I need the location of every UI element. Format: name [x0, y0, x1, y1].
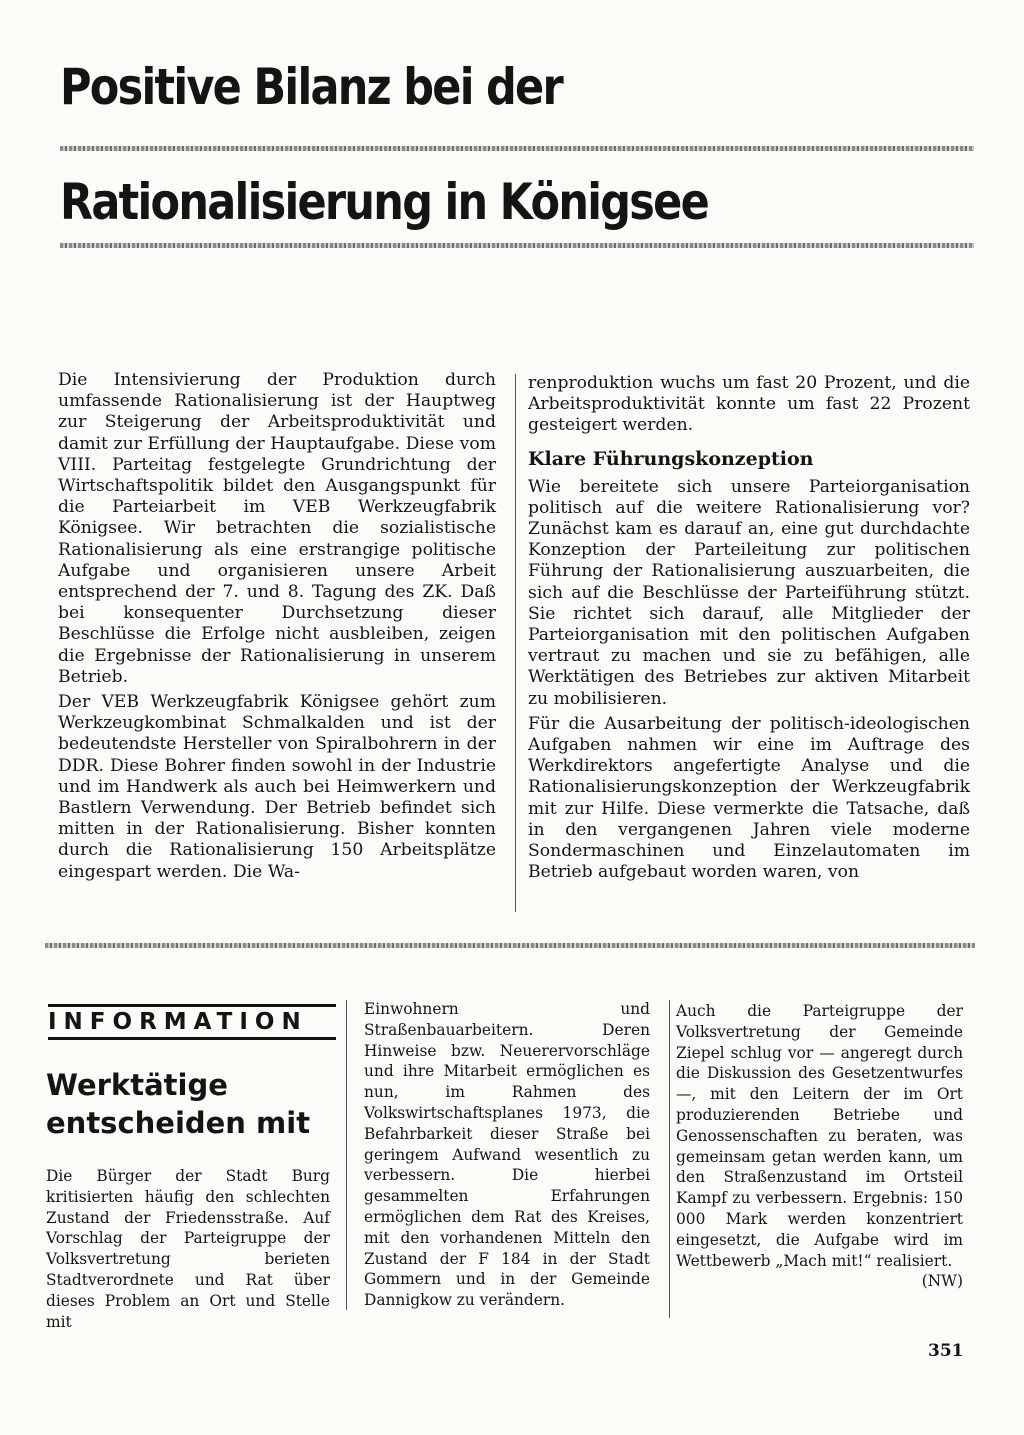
article-column-1 [58, 370, 496, 887]
article-column-2 [528, 373, 970, 887]
headline-rule-top [60, 146, 974, 151]
information-column-1: Die Bürger der Stadt Burg kritisierten häufig den schlechten Zustand der Friedensstraße. Auf Vorschlag der Parteigruppe der Volksvertretung berieten Stadtverordnete und Rat über dieses Problem an Ort und Stelle mit [46, 1167, 330, 1331]
information-column-3 [676, 1001, 963, 1292]
headline-rule-bottom [60, 243, 974, 248]
information-label: INFORMATION [48, 1004, 336, 1040]
section-divider [45, 943, 975, 948]
headline-line-2: Rationalisierung in Königsee [60, 173, 709, 231]
article-paragraph: Für die Ausarbeitung der politisch-ideologischen Aufgaben nahmen wir eine im Auftrage des Werkdirektors angefertigte Analyse und die Rationalisierungskonzeption der Werkzeugfabrik mit zur Hilfe. Diese vermerkte die Tatsache, daß in den vergangenen Jahren viele moderne Sondermaschinen und Einzelautomaten im Betrieb aufgebaut worden waren, von [528, 713, 970, 883]
article-subheading: Klare Führungskonzeption [528, 447, 814, 470]
article-paragraph: Der VEB Werkzeugfabrik Königsee gehört zum Werkzeugkombinat Schmalkalden und ist der bedeutendste Hersteller von Spiralbohrern in der DDR. Diese Bohrer finden sowohl in der Industrie und im Handwerk als auch bei Heimwerkern und Bastlern Verwendung. Der Betrieb befindet sich mitten in der Rationalisierung. Bisher konnten durch die Rationalisierung 150 Arbeitsplätze eingespart werden. Die Wa- [58, 692, 496, 882]
column-divider [669, 1000, 670, 1318]
information-column-2: Einwohnern und Straßenbauarbeitern. Deren Hinweise bzw. Neuerervorschläge und ihre Mitarbeit ermöglichen es nun, im Rahmen des Volkswirtschaftsplanes 1973, die Befahrbarkeit dieser Straße bei geringem Aufwand wesentlich zu verbessern. Die hierbei gesammelten Erfahrungen ermöglichen dem Rat des Kreises, mit den vorhandenen Mitteln den Zustand der F 184 in der Stadt Gommern und in der Gemeinde Dannigkow zu verändern. [364, 1000, 650, 1310]
headline-line-1: Positive Bilanz bei der [60, 58, 562, 116]
information-text: Auch die Parteigruppe der Volksvertretung der Gemeinde Ziepel schlug vor — angeregt durch die Diskussion des Gesetzentwurfes —, mit den Leitern der im Ort produzierenden Betriebe und Genossenschaften zu beraten, was gemeinsam getan werden kann, um den Straßenzustand im Ortsteil Kampf zu verbessern. Ergebnis: 150 000 Mark werden konzentriert eingesetzt, die Aufgabe wird im Wettbewerb „Mach mit!“ realisiert. [676, 1002, 963, 1270]
column-divider [515, 374, 516, 912]
article-paragraph: renproduktion wuchs um fast 20 Prozent, und die Arbeitsproduktivität konnte um fast 22 Prozent gesteigert werden. [528, 373, 970, 436]
column-divider [346, 1000, 347, 1310]
information-title: Werktätige entscheiden mit [46, 1068, 311, 1140]
source-credit: (NW) [921, 1272, 963, 1291]
article-paragraph: Wie bereitete sich unsere Parteiorganisation politisch auf die weitere Rationalisierung vor? Zunächst kam es darauf an, eine gut durchdachte Konzeption der Parteileitung zur politischen Führung der Rationalisierung auszuarbeiten, die sich auf die Beschlüsse der Parteiführung stützt. Sie richtet sich darauf, alle Mitglieder der Parteiorganisation mit den politischen Aufgaben vertraut zu machen und sie zu befähigen, alle Werktätigen des Betriebes zur aktiven Mitarbeit zu mobilisieren. [528, 476, 970, 709]
article-paragraph: Die Intensivierung der Produktion durch umfassende Rationalisierung ist der Hauptweg zur Steigerung der Arbeitsproduktivität und damit zur Erfüllung der Hauptaufgabe. Diese vom VIII. Parteitag festgelegte Grundrichtung der Wirtschaftspolitik bildet den Ausgangspunkt für die Parteiarbeit im VEB Werkzeugfabrik Königsee. Wir betrachten die sozialistische Rationalisierung als eine erstrangige politische Aufgabe und organisieren unsere Arbeit entsprechend der 7. und 8. Tagung des ZK. Daß bei konsequenter Durchsetzung dieser Beschlüsse die Erfolge nicht ausbleiben, zeigen die Ergebnisse der Rationalisierung in unserem Betrieb. [58, 370, 496, 687]
page-number: 351 [928, 1341, 964, 1361]
